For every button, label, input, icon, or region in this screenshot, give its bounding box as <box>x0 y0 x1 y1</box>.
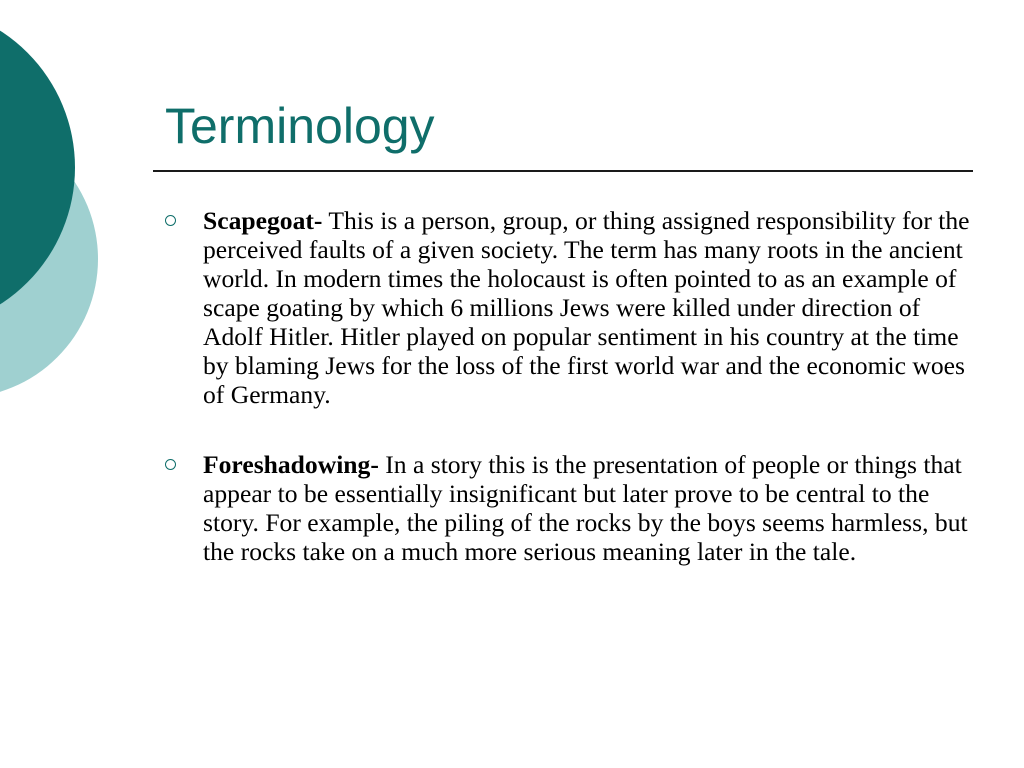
term-definition: In a story this is the presentation of people or things that appear to be essentially insignificant but later prove to be central to the story. For example, the piling of the rocks by the boys seems harmless, but the rocks take on a much more serious meaning later in the tale. <box>203 450 968 566</box>
title-divider <box>153 170 973 172</box>
term-definition: This is a person, group, or thing assigned responsibility for the perceived faults of a given society. The term has many roots in the ancient world. In modern times the holocaust is often pointed to as an example of scape goating by which 6 millions Jews were killed under direction of Adolf Hitler. Hitler played on popular sentiment in his country at the time by blaming Jews for the loss of the first world war and the economic woes of Germany. <box>203 206 970 409</box>
bullet-item-foreshadowing <box>160 450 975 566</box>
term-label: Foreshadowing- <box>203 450 379 479</box>
slide-title: Terminology <box>165 98 435 154</box>
bullet-item-scapegoat <box>160 206 975 409</box>
circle-bullet-icon <box>165 215 176 226</box>
bullet-list <box>160 206 975 566</box>
circle-bullet-icon <box>165 459 176 470</box>
term-label: Scapegoat- <box>203 206 323 235</box>
